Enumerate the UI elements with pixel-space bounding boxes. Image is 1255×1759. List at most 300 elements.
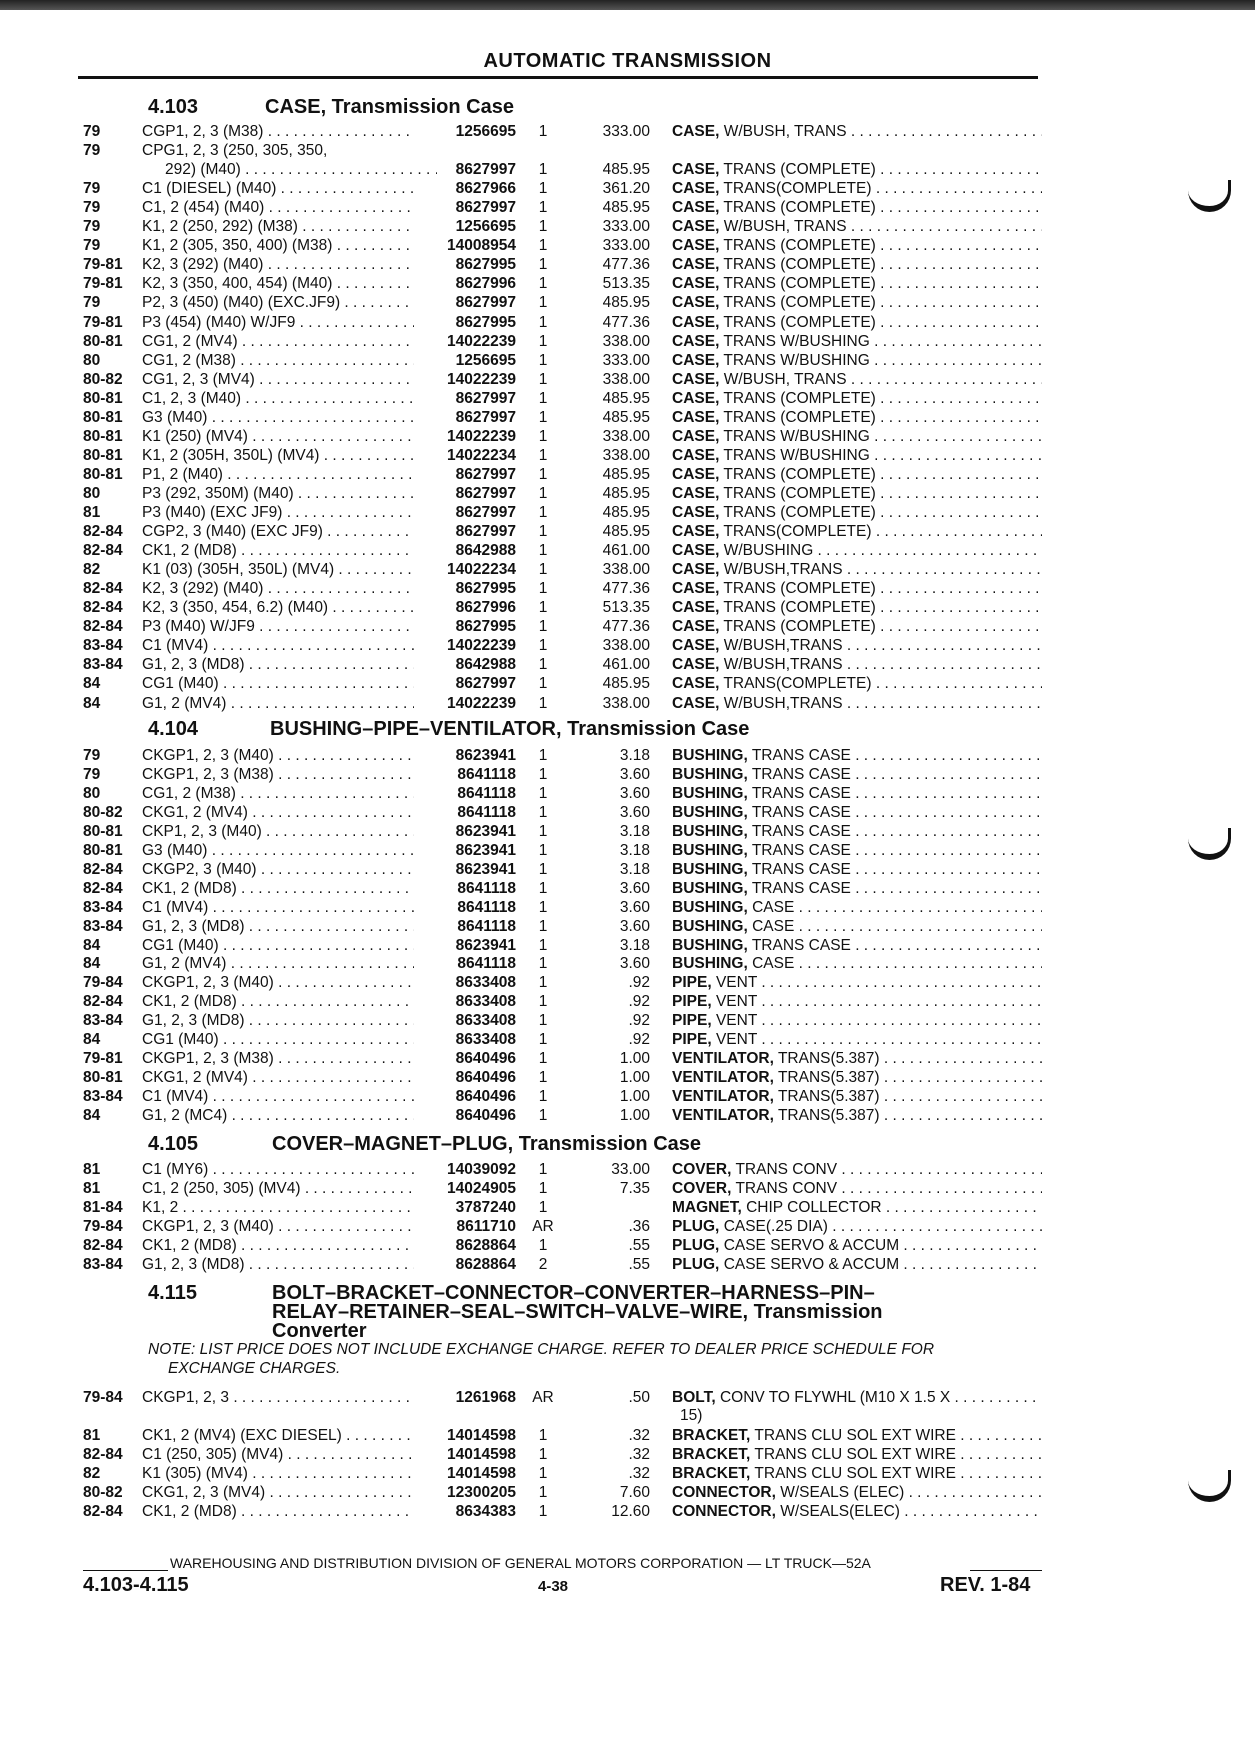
quantity: 1	[538, 879, 548, 897]
application: C1, 2, 3 (M40) . . .	[142, 389, 414, 408]
model-year: 84	[83, 1107, 101, 1125]
application: CKGP1, 2, 3 (M38) . . .	[142, 765, 414, 784]
application: C1, 2 (454) (M40) . . .	[142, 198, 414, 217]
part-detail: W/BUSH, TRANS	[723, 370, 847, 388]
quantity: 1	[538, 1484, 548, 1501]
part-name: BUSHING,	[672, 879, 748, 897]
part-number: 8641118	[457, 803, 516, 821]
part-number: 8627997	[455, 408, 516, 426]
list-price: 1.00	[619, 1050, 650, 1068]
application: CK1, 2 (MD8) . . .	[142, 1236, 414, 1255]
quantity: 1	[538, 955, 548, 973]
part-description	[672, 879, 1042, 898]
application: CK1, 2 (MV4) (EXC DIESEL) . . .	[142, 1426, 414, 1445]
part-description	[672, 1068, 1042, 1087]
part-name: CASE,	[672, 275, 720, 293]
part-number: 14022239	[447, 332, 516, 350]
list-price: 7.60	[619, 1484, 650, 1501]
part-name: PIPE,	[672, 1031, 712, 1049]
part-description	[672, 274, 1042, 293]
part-number: 1261968	[455, 1389, 516, 1406]
quantity: 1	[538, 237, 548, 255]
quantity: 1	[538, 427, 548, 445]
application: P3 (M40) (EXC JF9) . . .	[142, 503, 414, 522]
list-price: 7.35	[619, 1179, 650, 1197]
part-detail: TRANS CLU SOL EXT WIRE	[754, 1427, 956, 1444]
model-year: 82-84	[83, 1236, 123, 1254]
part-number: 8623941	[455, 822, 516, 840]
part-number: 8627995	[455, 313, 516, 331]
model-year: 84	[83, 936, 101, 954]
part-number: 8640496	[455, 1069, 516, 1087]
part-name: BUSHING,	[672, 955, 748, 973]
part-detail: CASE SERVO & ACCUM	[723, 1236, 900, 1254]
application: CG1, 2 (M38) . . .	[142, 351, 414, 370]
section-title: CASE, Transmission Case	[265, 96, 514, 118]
footer-revision: REV. 1-84	[940, 1574, 1031, 1596]
model-year: 79	[83, 123, 101, 140]
part-number: 8627997	[455, 484, 516, 502]
part-name: CASE,	[672, 542, 720, 560]
part-name: BRACKET,	[672, 1427, 751, 1444]
part-description	[672, 674, 1042, 693]
list-price: 338.00	[602, 561, 650, 579]
part-name: CASE,	[672, 313, 720, 331]
application: CK1, 2 (MD8) . . .	[142, 1502, 414, 1521]
part-description	[672, 1236, 1042, 1255]
model-year: 82	[83, 561, 101, 579]
part-name: BRACKET,	[672, 1465, 751, 1482]
part-detail: TRANS (COMPLETE)	[723, 294, 876, 312]
list-price: 3.60	[619, 784, 650, 802]
application: P3 (M40) W/JF9 . . .	[142, 617, 414, 636]
list-price: 3.60	[619, 955, 650, 973]
part-name: CASE,	[672, 332, 720, 350]
application: K1, 2 (305H, 350L) (MV4) . . .	[142, 446, 414, 465]
part-number: 8611710	[456, 1217, 516, 1235]
list-price: 3.18	[619, 747, 650, 764]
part-description	[672, 746, 1042, 765]
model-year: 80-81	[83, 822, 123, 840]
part-detail: W/BUSHING	[723, 542, 814, 560]
section-number: 4.115	[148, 1282, 197, 1304]
part-number: 8633408	[455, 1012, 516, 1030]
part-detail: VENT	[715, 1012, 758, 1030]
part-detail: TRANS (COMPLETE)	[723, 313, 876, 331]
application: K1 (305) (MV4) . . .	[142, 1464, 414, 1483]
part-name: CASE,	[672, 580, 720, 598]
part-number: 14039092	[447, 1161, 516, 1178]
application: G1, 2 (MC4) . . .	[142, 1106, 414, 1125]
quantity: 1	[538, 765, 548, 783]
part-name: PIPE,	[672, 974, 712, 992]
part-name: BUSHING,	[672, 803, 748, 821]
application: P2, 3 (450) (M40) (EXC.JF9) . . .	[142, 293, 414, 312]
quantity: 1	[538, 599, 548, 617]
part-name: CASE,	[672, 389, 720, 407]
quantity: 1	[538, 675, 548, 693]
part-number: 8627997	[455, 465, 516, 483]
application: CG1, 2 (M38) . . .	[142, 784, 414, 803]
part-name: MAGNET,	[672, 1198, 742, 1216]
part-description	[672, 860, 1042, 879]
part-name: CASE,	[672, 370, 720, 388]
list-price: 3.60	[619, 765, 650, 783]
part-name: BUSHING,	[672, 765, 748, 783]
part-detail: TRANS (COMPLETE)	[723, 408, 876, 426]
quantity: 1	[538, 161, 548, 179]
part-number: 14024905	[447, 1179, 516, 1197]
part-number: 12300205	[447, 1484, 516, 1501]
part-detail: TRANS (COMPLETE)	[723, 618, 876, 636]
part-description	[672, 1160, 1042, 1179]
part-number: 8623941	[455, 841, 516, 859]
part-description	[672, 917, 1042, 936]
list-price: 3.18	[619, 822, 650, 840]
model-year: 80-82	[83, 803, 123, 821]
application: C1 (MV4) . . .	[142, 1087, 414, 1106]
part-number: 8641118	[457, 917, 516, 935]
part-detail: TRANS(5.387)	[777, 1088, 880, 1106]
quantity: 1	[538, 784, 548, 802]
quantity: 1	[538, 1088, 548, 1106]
part-name: CASE,	[672, 408, 720, 426]
quantity: 1	[538, 580, 548, 598]
part-name: PIPE,	[672, 993, 712, 1011]
application: CKGP2, 3 (M40) . . .	[142, 860, 414, 879]
quantity: 1	[538, 1107, 548, 1125]
footer-division-line: WAREHOUSING AND DISTRIBUTION DIVISION OF GENERAL MOTORS CORPORATION — LT TRUCK—52A	[170, 1555, 871, 1571]
part-number: 8640496	[455, 1050, 516, 1068]
part-number: 1256695	[455, 351, 516, 369]
application: CKP1, 2, 3 (M40) . . .	[142, 822, 414, 841]
part-number: 1256695	[455, 218, 516, 236]
model-year: 82-84	[83, 618, 123, 636]
list-price: 3.60	[619, 917, 650, 935]
list-price: 12.60	[611, 1503, 650, 1520]
part-number: 8627997	[455, 675, 516, 693]
part-description	[672, 1049, 1042, 1068]
part-number: 8640496	[455, 1088, 516, 1106]
part-detail: TRANS(5.387)	[777, 1050, 880, 1068]
model-year: 80	[83, 484, 101, 502]
list-price: 1.00	[619, 1107, 650, 1125]
exchange-note	[148, 1340, 1038, 1378]
quantity: 2	[538, 1255, 548, 1273]
application: CG1, 2, 3 (MV4) . . .	[142, 370, 414, 389]
section-number: 4.104	[148, 718, 199, 740]
part-detail: CASE	[752, 917, 795, 935]
quantity: 1	[538, 1427, 548, 1444]
model-year: 80-81	[83, 332, 123, 350]
quantity: 1	[538, 860, 548, 878]
model-year: 79	[83, 765, 101, 783]
quantity: 1	[538, 1446, 548, 1463]
part-detail: VENT	[715, 993, 758, 1011]
application: C1 (DIESEL) (M40) . . .	[142, 179, 414, 198]
quantity: 1	[538, 936, 548, 954]
model-year: 79	[83, 237, 101, 255]
quantity: 1	[538, 803, 548, 821]
part-detail: TRANS (COMPLETE)	[723, 484, 876, 502]
part-number: 8642988	[455, 542, 516, 560]
part-detail: TRANS W/BUSHING	[723, 446, 870, 464]
part-description	[672, 370, 1042, 389]
part-name: BOLT,	[672, 1389, 716, 1406]
part-detail: TRANS (COMPLETE)	[723, 199, 876, 217]
part-number: 14022239	[447, 694, 516, 712]
part-description	[672, 351, 1042, 370]
part-name: CASE,	[672, 504, 720, 521]
part-name: CASE,	[672, 351, 720, 369]
part-name: CASE,	[672, 294, 720, 312]
model-year: 80-81	[83, 427, 123, 445]
list-price: 3.18	[619, 841, 650, 859]
part-number: 8627997	[455, 161, 516, 179]
list-price: 485.95	[602, 161, 650, 179]
list-price: 3.18	[619, 860, 650, 878]
application: K1 (03) (305H, 350L) (MV4) . . .	[142, 560, 414, 579]
footer-rule-right	[970, 1570, 1042, 1571]
part-description	[672, 160, 1042, 179]
application: CK1, 2 (MD8) . . .	[142, 879, 414, 898]
quantity: 1	[538, 1161, 548, 1178]
part-description	[672, 617, 1042, 636]
part-detail: TRANS CASE	[751, 841, 851, 859]
application: CG1 (M40) . . .	[142, 936, 414, 955]
quantity: 1	[538, 332, 548, 350]
quantity: 1	[538, 1503, 548, 1520]
model-year: 80-81	[83, 389, 123, 407]
part-description	[672, 1087, 1042, 1106]
part-detail: TRANS (COMPLETE)	[723, 465, 876, 483]
list-price: 338.00	[602, 446, 650, 464]
part-name: BUSHING,	[672, 898, 748, 916]
part-description	[672, 579, 1042, 598]
part-detail: TRANS (COMPLETE)	[723, 580, 876, 598]
part-description	[672, 503, 1042, 522]
model-year: 82-84	[83, 993, 123, 1011]
part-name: CASE,	[672, 427, 720, 445]
list-price: .92	[628, 993, 650, 1011]
part-detail: CASE SERVO & ACCUM	[723, 1255, 900, 1273]
part-number: 8633408	[455, 993, 516, 1011]
part-name: COVER,	[672, 1161, 732, 1178]
part-number: 8623941	[455, 747, 516, 764]
application: CKGP1, 2, 3 . . .	[142, 1388, 414, 1407]
binder-hole-middle	[1188, 828, 1231, 860]
list-price: 3.60	[619, 879, 650, 897]
application: G1, 2, 3 (MD8) . . .	[142, 1255, 414, 1274]
model-year: 81-84	[83, 1198, 123, 1216]
model-year: 79-81	[83, 1050, 123, 1068]
quantity: 1	[538, 523, 548, 541]
application: G1, 2, 3 (MD8) . . .	[142, 1011, 414, 1030]
list-price: 1.00	[619, 1069, 650, 1087]
list-price: 461.00	[602, 656, 650, 674]
quantity: 1	[538, 637, 548, 655]
quantity: 1	[538, 370, 548, 388]
part-description	[672, 1217, 1042, 1236]
part-detail: W/BUSH,TRANS	[723, 656, 843, 674]
list-price: 361.20	[602, 180, 650, 198]
quantity: 1	[538, 1050, 548, 1068]
part-description	[672, 408, 1042, 427]
application: K2, 3 (292) (M40) . . .	[142, 255, 414, 274]
part-description	[672, 198, 1042, 217]
part-detail: TRANS (COMPLETE)	[723, 256, 876, 274]
list-price: 33.00	[611, 1161, 650, 1178]
note-line: NOTE: LIST PRICE DOES NOT INCLUDE EXCHANGE CHARGE. REFER TO DEALER PRICE SCHEDULE FOR	[148, 1341, 935, 1358]
part-number: 8641118	[457, 898, 516, 916]
application: K2, 3 (292) (M40) . . .	[142, 579, 414, 598]
model-year: 79	[83, 218, 101, 236]
model-year: 80	[83, 351, 101, 369]
list-price: .32	[628, 1446, 650, 1463]
part-name: PIPE,	[672, 1012, 712, 1030]
model-year: 83-84	[83, 637, 123, 655]
part-detail: CASE(.25 DIA)	[723, 1217, 828, 1235]
model-year: 79-84	[83, 974, 123, 992]
application: CKGP1, 2, 3 (M40) . . .	[142, 973, 414, 992]
part-detail: TRANS CASE	[751, 879, 851, 897]
part-name: CASE,	[672, 618, 720, 636]
part-detail: TRANS (COMPLETE)	[723, 237, 876, 255]
model-year: 79	[83, 142, 101, 160]
note-line: EXCHANGE CHARGES.	[168, 1360, 341, 1377]
part-number: 8627997	[455, 523, 516, 541]
application: G1, 2 (MV4) . . .	[142, 954, 414, 973]
part-description	[672, 217, 1042, 236]
part-name: VENTILATOR,	[672, 1088, 774, 1106]
model-year: 79-81	[83, 275, 123, 293]
part-description	[672, 784, 1042, 803]
quantity: 1	[538, 542, 548, 560]
part-detail: TRANS(5.387)	[777, 1069, 880, 1087]
part-name: CASE,	[672, 161, 720, 179]
part-number: 8633408	[455, 974, 516, 992]
list-price: 485.95	[602, 504, 650, 521]
part-detail: TRANS CASE	[751, 860, 851, 878]
part-number: 14022234	[447, 561, 516, 579]
part-name: CASE,	[672, 446, 720, 464]
part-name: CASE,	[672, 180, 720, 198]
part-description	[672, 841, 1042, 860]
part-description	[672, 765, 1042, 784]
list-price: .92	[628, 974, 650, 992]
section-number: 4.105	[148, 1133, 199, 1155]
part-name: BUSHING,	[672, 784, 748, 802]
part-detail: TRANS W/BUSHING	[723, 427, 870, 445]
part-description	[672, 803, 1042, 822]
part-name: CASE,	[672, 484, 720, 502]
part-number: 14008954	[447, 237, 516, 255]
footer-rule-left	[83, 1570, 168, 1571]
part-name: CONNECTOR,	[672, 1503, 776, 1520]
list-price: 338.00	[602, 370, 650, 388]
model-year: 80-82	[83, 1484, 123, 1501]
part-detail: TRANS CASE	[751, 822, 851, 840]
list-price: 333.00	[602, 351, 650, 369]
part-detail: TRANS(5.387)	[777, 1107, 880, 1125]
part-description	[672, 598, 1042, 617]
quantity: 1	[538, 841, 548, 859]
quantity: 1	[538, 993, 548, 1011]
model-year: 80	[83, 784, 101, 802]
application: K2, 3 (350, 454, 6.2) (M40) . . .	[142, 598, 414, 617]
part-description	[672, 898, 1042, 917]
model-year: 83-84	[83, 917, 123, 935]
part-number: 14022239	[447, 427, 516, 445]
part-name: CASE,	[672, 218, 720, 236]
quantity: 1	[538, 389, 548, 407]
quantity: 1	[538, 446, 548, 464]
part-number: 8627966	[455, 180, 516, 198]
part-detail: W/BUSH, TRANS	[723, 123, 847, 140]
part-detail: W/BUSH,TRANS	[723, 637, 843, 655]
part-number: 8627995	[455, 256, 516, 274]
part-description	[672, 1388, 1042, 1407]
list-price: 3.60	[619, 898, 650, 916]
model-year: 80-81	[83, 841, 123, 859]
application: K2, 3 (350, 400, 454) (M40) . . .	[142, 274, 414, 293]
section-title: COVER–MAGNET–PLUG, Transmission Case	[272, 1133, 702, 1155]
model-year: 82-84	[83, 599, 123, 617]
part-number: 8641118	[457, 955, 516, 973]
list-price: 1.00	[619, 1088, 650, 1106]
quantity: 1	[538, 618, 548, 636]
part-description	[672, 179, 1042, 198]
model-year: 81	[83, 504, 101, 521]
application: P3 (454) (M40) W/JF9 . . .	[142, 313, 414, 332]
part-description	[672, 992, 1042, 1011]
part-detail: TRANS CLU SOL EXT WIRE	[754, 1465, 956, 1482]
part-number: 3787240	[455, 1198, 516, 1216]
list-price: .36	[628, 1217, 650, 1235]
section-title-line: RELAY–RETAINER–SEAL–SWITCH–VALVE–WIRE, Transmission	[272, 1301, 883, 1323]
part-name: CASE,	[672, 656, 720, 674]
part-detail: TRANS W/BUSHING	[723, 351, 870, 369]
part-description	[672, 522, 1042, 541]
quantity: 1	[538, 180, 548, 198]
part-description	[672, 636, 1042, 655]
part-detail: TRANS CONV	[735, 1161, 838, 1178]
quantity: 1	[538, 917, 548, 935]
list-price: 477.36	[602, 618, 650, 636]
quantity: 1	[538, 484, 548, 502]
application: G3 (M40) . . .	[142, 841, 414, 860]
model-year: 83-84	[83, 1255, 123, 1273]
quantity: 1	[538, 974, 548, 992]
application: CG1 (M40) . . .	[142, 1030, 414, 1049]
list-price: 3.18	[619, 936, 650, 954]
model-year: 83-84	[83, 1012, 123, 1030]
quantity: 1	[538, 1465, 548, 1482]
part-description	[672, 1198, 1042, 1217]
part-number: 8627995	[455, 580, 516, 598]
model-year: 79	[83, 180, 101, 198]
section-title-line: BOLT–BRACKET–CONNECTOR–CONVERTER–HARNESS–PIN–	[272, 1282, 875, 1304]
part-number: 8641118	[457, 879, 516, 897]
application: CKG1, 2, 3 (MV4) . . .	[142, 1483, 414, 1502]
list-price: 338.00	[602, 637, 650, 655]
list-price: 485.95	[602, 523, 650, 541]
application: G1, 2 (MV4) . . .	[142, 694, 414, 713]
model-year: 79	[83, 747, 101, 764]
application: P1, 2 (M40) . . .	[142, 465, 414, 484]
application: K1, 2 . . .	[142, 1198, 414, 1217]
quantity: 1	[538, 1069, 548, 1087]
